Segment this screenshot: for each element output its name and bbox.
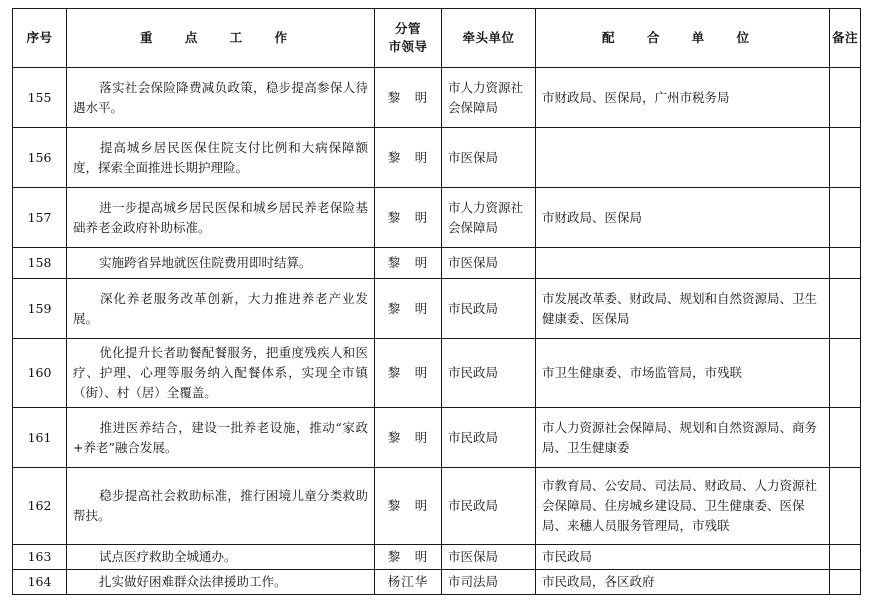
row-task: 稳步提高社会救助标准，推行困境儿童分类救助帮扶。 <box>67 468 375 545</box>
row-task: 实施跨省异地就医住院费用即时结算。 <box>67 248 375 279</box>
row-num: 163 <box>13 545 67 570</box>
row-lead-unit: 市民政局 <box>442 279 536 339</box>
row-leader: 黎 明 <box>375 468 442 545</box>
row-coop <box>536 248 830 279</box>
row-num: 155 <box>13 68 67 128</box>
row-num: 161 <box>13 408 67 468</box>
row-leader: 黎 明 <box>375 248 442 279</box>
row-lead-unit: 市民政局 <box>442 339 536 408</box>
row-coop: 市财政局、医保局，广州市税务局 <box>536 68 830 128</box>
row-num: 159 <box>13 279 67 339</box>
row-task: 扎实做好困难群众法律援助工作。 <box>67 570 375 595</box>
row-remark <box>830 248 861 279</box>
table-row <box>13 339 861 408</box>
row-lead-unit: 市医保局 <box>442 248 536 279</box>
row-task: 落实社会保险降费减负政策，稳步提高参保人待遇水平。 <box>67 68 375 128</box>
row-task: 提高城乡居民医保住院支付比例和大病保障额度，探索全面推进长期护理险。 <box>67 128 375 188</box>
row-task: 进一步提高城乡居民医保和城乡居民养老保险基础养老金政府补助标准。 <box>67 188 375 248</box>
table-row <box>13 408 861 468</box>
row-remark <box>830 545 861 570</box>
row-coop: 市发展改革委、财政局、规划和自然资源局、卫生健康委、医保局 <box>536 279 830 339</box>
row-remark <box>830 408 861 468</box>
row-num: 164 <box>13 570 67 595</box>
row-task: 试点医疗救助全城通办。 <box>67 545 375 570</box>
row-lead-unit: 市人力资源社会保障局 <box>442 68 536 128</box>
header-remark: 备注 <box>830 9 861 68</box>
table-row <box>13 128 861 188</box>
row-num: 158 <box>13 248 67 279</box>
row-lead-unit: 市民政局 <box>442 468 536 545</box>
row-num: 157 <box>13 188 67 248</box>
row-leader: 杨江华 <box>375 570 442 595</box>
row-remark <box>830 339 861 408</box>
row-task: 深化养老服务改革创新，大力推进养老产业发展。 <box>67 279 375 339</box>
row-remark <box>830 128 861 188</box>
row-coop: 市教育局、公安局、司法局、财政局、人力资源社会保障局、住房城乡建设局、卫生健康委、医保局、来穗人员服务管理局，市残联 <box>536 468 830 545</box>
row-lead-unit: 市人力资源社会保障局 <box>442 188 536 248</box>
row-coop: 市卫生健康委、市场监管局，市残联 <box>536 339 830 408</box>
row-lead-unit: 市医保局 <box>442 545 536 570</box>
table-row <box>13 468 861 545</box>
table-row <box>13 279 861 339</box>
row-task: 优化提升长者助餐配餐服务，把重度残疾人和医疗、护理、心理等服务纳入配餐体系，实现全市镇（街）、村（居）全覆盖。 <box>67 339 375 408</box>
header-task: 重 点 工 作 <box>67 9 375 68</box>
row-leader: 黎 明 <box>375 408 442 468</box>
row-leader: 黎 明 <box>375 68 442 128</box>
row-num: 160 <box>13 339 67 408</box>
key-tasks-table <box>12 8 861 595</box>
header-coop: 配 合 单 位 <box>536 9 830 68</box>
row-remark <box>830 279 861 339</box>
row-remark <box>830 570 861 595</box>
table-row <box>13 188 861 248</box>
row-remark <box>830 68 861 128</box>
header-lead-unit: 牵头单位 <box>442 9 536 68</box>
row-leader: 黎 明 <box>375 279 442 339</box>
table-row <box>13 68 861 128</box>
row-lead-unit: 市民政局 <box>442 408 536 468</box>
table-row <box>13 570 861 595</box>
row-coop: 市民政局，各区政府 <box>536 570 830 595</box>
row-coop: 市人力资源社会保障局、规划和自然资源局、商务局、卫生健康委 <box>536 408 830 468</box>
row-leader: 黎 明 <box>375 545 442 570</box>
table-row <box>13 248 861 279</box>
header-num: 序号 <box>13 9 67 68</box>
row-remark <box>830 188 861 248</box>
table-row <box>13 545 861 570</box>
row-leader: 黎 明 <box>375 339 442 408</box>
row-lead-unit: 市司法局 <box>442 570 536 595</box>
row-lead-unit: 市医保局 <box>442 128 536 188</box>
row-coop: 市民政局 <box>536 545 830 570</box>
row-leader: 黎 明 <box>375 128 442 188</box>
row-coop: 市财政局、医保局 <box>536 188 830 248</box>
row-task: 推进医养结合，建设一批养老设施，推动“家政+养老”融合发展。 <box>67 408 375 468</box>
row-num: 156 <box>13 128 67 188</box>
row-leader: 黎 明 <box>375 188 442 248</box>
table-header-row <box>13 9 861 68</box>
row-num: 162 <box>13 468 67 545</box>
header-leader: 分管 市领导 <box>375 9 442 68</box>
row-remark <box>830 468 861 545</box>
row-coop <box>536 128 830 188</box>
